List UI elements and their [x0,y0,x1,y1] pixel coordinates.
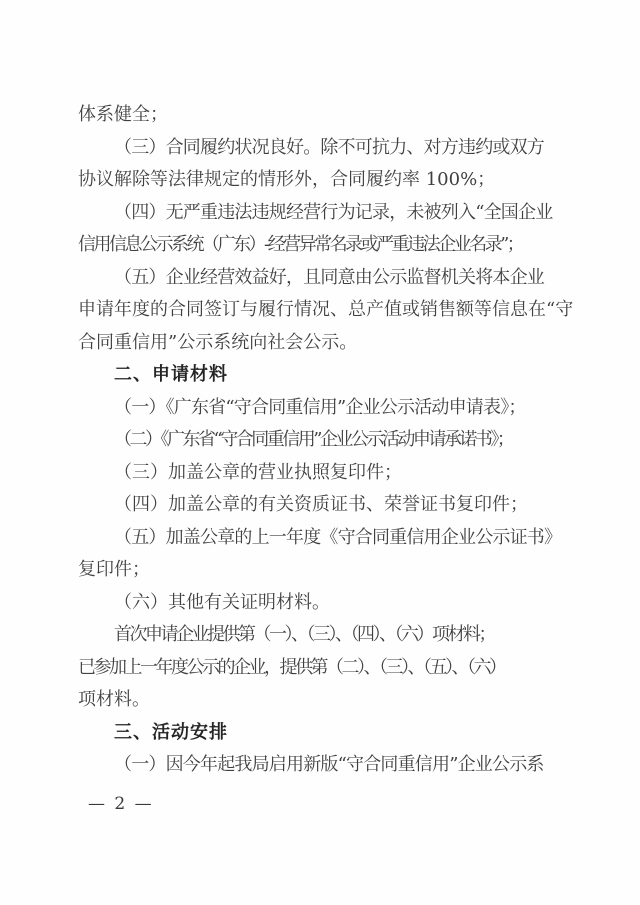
text-line: （一）《广东省“守合同重信用”企业公示活动申请表》； [114,396,526,418]
text-line: （六）其他有关证明材料。 [114,591,330,613]
text-line: 复印件； [78,559,150,580]
text-line: 合同重信用”公示系统向社会公示。 [78,331,358,353]
text-line: 已参加上一年度公示的企业，提供第（二）、（三）、（五）、（六） [78,656,505,678]
text-line: （三）合同履约状况良好。除不可抗力、对方违约或双方 [114,136,544,158]
document-body [78,99,574,819]
text-line: 信用信息公示系统（广东）-经营异常名录或严重违法企业名录”； [78,234,523,255]
text-line: （四）无严重违法违规经营行为记录，未被列入“全国企业 [114,201,553,223]
text-line: 协议解除等法律规定的情形外，合同履约率 100%； [78,169,496,190]
text-line: （四）加盖公章的有关资质证书、荣誉证书复印件； [114,494,528,515]
text-line: （一）因今年起我局启用新版“守合同重信用”企业公示系 [114,754,544,775]
text-line: 项材料。 [78,689,150,710]
text-line: 体系健全； [78,104,168,125]
section-heading-materials: 二、申请材料 [114,364,228,385]
text-line: （五）加盖公章的上一年度《守合同重信用企业公示证书》 [114,526,562,548]
page-number: — 2 — [88,793,154,814]
text-line: （三）加盖公章的营业执照复印件； [114,461,402,483]
text-line: （二）《广东省“守合同重信用”企业公示活动申请承诺书》； [114,429,513,450]
text-line: 申请年度的合同签订与履行情况、总产值或销售额等信息在“守 [78,299,574,320]
text-line: （五）企业经营效益好，且同意由公示监督机关将本企业 [114,266,544,288]
section-heading-schedule: 三、活动安排 [114,721,228,743]
text-line: 首次申请企业提供第（一）、（三）、（四）、（六）项材料； [114,624,494,645]
